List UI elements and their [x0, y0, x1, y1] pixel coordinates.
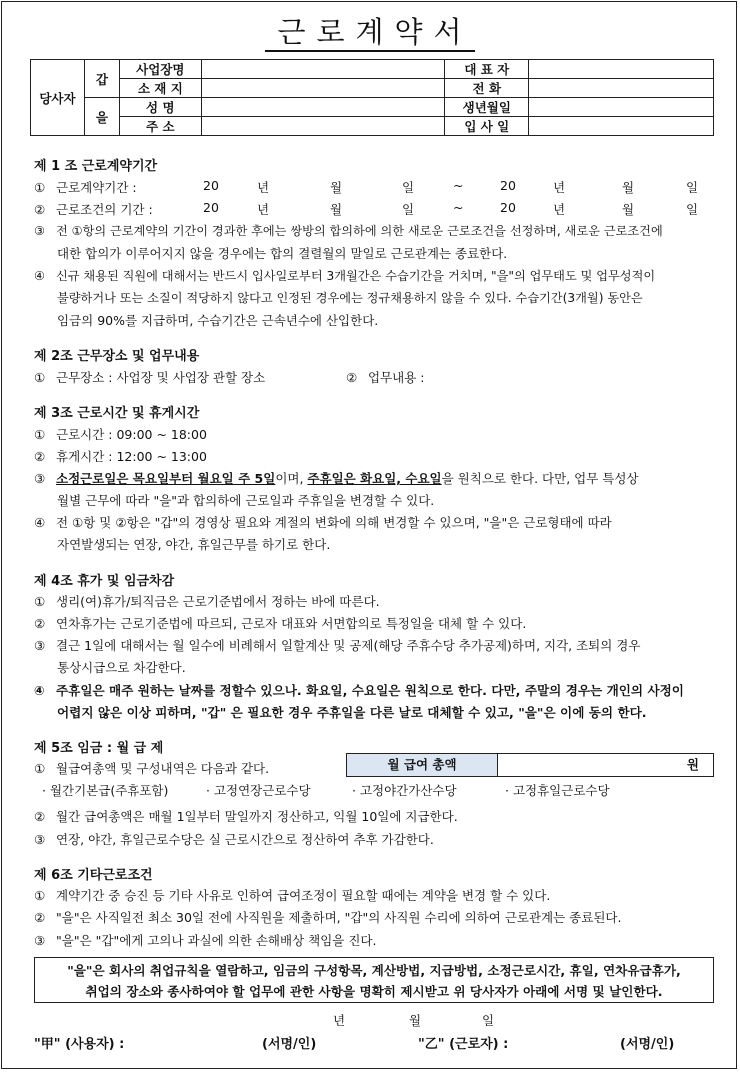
s4-item-3: ③ 결근 1일에 대해서는 월 일수에 비례해서 일할계산 및 공제(해당 주휴수당 추가공제)하며, 지각, 조퇴의 경우	[34, 638, 641, 653]
s6-item-2: ② "을"은 사직일전 최소 30일 전에 사직원을 제출하며, "갑"의 사직원 수리에 의하여 근로관계는 종료된다.	[34, 910, 622, 925]
section-4-title: 제 4조 휴가 및 임금차감	[34, 574, 175, 589]
s3-item-3: ③ 소정근로일은 목요일부터 월요일 주 5일이며, 주휴일은 화요일, 수요일을 원칙으로 한다. 다만, 업무 특성상	[34, 471, 639, 486]
name-field[interactable]	[201, 98, 445, 117]
s4-item-1: ① 생리(여)휴가/퇴직금은 근로기준법에서 정하는 바에 따른다.	[34, 594, 380, 609]
section-1-title: 제 1 조 근로계약기간	[34, 159, 158, 174]
s6-item-3: ③ "을"은 "갑"에게 고의나 과실에 의한 손해배상 책임을 진다.	[34, 933, 377, 948]
representative-field[interactable]	[529, 60, 714, 79]
s1-item-3: ③ 전 ①항의 근로계약의 기간이 경과한 후에는 쌍방의 합의하에 의한 새로운 근로조건을 선정하며, 새로운 근로조건에	[34, 224, 663, 238]
consent-notice-box	[34, 957, 714, 1003]
pay-component-night: · 고정야간가산수당	[352, 783, 457, 798]
phone-label: 전 화	[445, 79, 529, 98]
document-title: 근로계약서	[0, 10, 740, 51]
join-date-label: 입 사 일	[445, 117, 529, 136]
section-6-title: 제 6조 기타근로조건	[34, 868, 153, 883]
parties-table	[30, 59, 714, 136]
employee-signature-field[interactable]: (서명/인)	[620, 1037, 675, 1052]
business-name-label: 사업장명	[119, 60, 201, 79]
section-5-title: 제 5조 임금 : 월 급 제	[34, 741, 164, 756]
s5-item-2: ② 월간 급여총액은 매월 1일부터 말일까지 정산하고, 익월 10일에 지급한다.	[34, 809, 458, 824]
s1-item-4: ④ 신규 채용된 직원에 대해서는 반드시 입사일로부터 3개월간은 수습기간을 거치며, "을"의 업무태도 및 업무성적이	[34, 269, 656, 283]
pay-component-holiday: · 고정휴일근로수당	[505, 783, 610, 798]
s1-item-2: ② 근로조건의 기간 :	[34, 202, 153, 217]
s2-item-1: ① 근무장소 : 사업장 및 사업장 관할 장소	[34, 370, 266, 385]
address-field[interactable]	[201, 117, 445, 136]
birthdate-field[interactable]	[529, 98, 714, 117]
pay-component-overtime: · 고정연장근로수당	[206, 783, 311, 798]
monthly-pay-total-label: 월 급여 총액	[347, 754, 498, 776]
section-3-title: 제 3조 근로시간 및 휴게시간	[34, 406, 200, 421]
business-name-field[interactable]	[201, 60, 445, 79]
party-eul-label: 을	[84, 98, 119, 136]
address-label: 주 소	[119, 117, 201, 136]
s4-item-3-cont: 통상시급으로 차감한다.	[57, 660, 186, 675]
employer-label: "甲" (사용자) :	[34, 1037, 125, 1052]
employee-label: "乙" (근로자) :	[418, 1037, 509, 1052]
s1-item-3-cont: 대한 합의가 이루어지지 않을 경우에는 합의 결렬월의 말일로 근로관계는 종료한다.	[57, 246, 508, 261]
pay-component-base: · 월간기본급(주휴포함)	[42, 783, 169, 798]
s3-item-1: ① 근로시간 : 09:00 ~ 18:00	[34, 427, 207, 442]
parties-label: 당사자	[31, 60, 85, 136]
s1-item-4-cont-1: 불량하거나 또는 소질이 적당하지 않다고 인정된 경우에는 정규채용하지 않을 수 있다. 수습기간(3개월) 동안은	[57, 291, 643, 305]
location-field[interactable]	[201, 79, 445, 98]
s5-item-1: ① 월급여총액 및 구성내역은 다음과 같다.	[34, 761, 270, 776]
monthly-pay-total-box	[346, 753, 714, 777]
s3-item-4-cont: 자연발생되는 연장, 야간, 휴일근무를 하기로 한다.	[57, 537, 331, 552]
section-2-title: 제 2조 근무장소 및 업무내용	[34, 349, 200, 364]
s3-item-4: ④ 전 ①항 및 ②항은 "갑"의 경영상 필요와 계절의 변화에 의해 변경할 수 있으며, "을"은 근로형태에 따라	[34, 515, 612, 530]
representative-label: 대 표 자	[445, 60, 529, 79]
s1-item-1: ① 근로계약기간 :	[34, 180, 137, 195]
s4-item-4-cont: 어렵지 않은 이상 피하며, "갑" 은 필요한 경우 주휴일을 다른 날로 대체할 수 있고, "을"은 이에 동의 한다.	[57, 705, 647, 720]
location-label: 소 재 지	[119, 79, 201, 98]
s3-item-3-cont: 월별 근무에 따라 "을"과 합의하에 근로일과 주휴일을 변경할 수 있다.	[57, 493, 435, 508]
name-label: 성 명	[119, 98, 201, 117]
s2-item-2: ② 업무내용 :	[346, 370, 425, 385]
monthly-pay-total-field[interactable]: 원	[686, 757, 699, 772]
s1-item-4-cont-2: 임금의 90%를 지급하며, 수습기간은 근속년수에 산입한다.	[57, 313, 379, 328]
s3-item-2: ② 휴게시간 : 12:00 ~ 13:00	[34, 449, 207, 464]
employer-signature-field[interactable]: (서명/인)	[262, 1037, 317, 1052]
birthdate-label: 생년월일	[445, 98, 529, 117]
phone-field[interactable]	[529, 79, 714, 98]
consent-notice-line-1: "을"은 회사의 취업규칙을 열람하고, 임금의 구성항목, 계산방법, 지급방법, 소정근로시간, 휴일, 연차유급휴가,	[67, 963, 681, 978]
s4-item-4: ④ 주휴일은 매주 원하는 날짜를 정할수 있으나. 화요일, 수요일은 원칙으로 한다. 다만, 주말의 경우는 개인의 사정이	[34, 683, 684, 698]
s5-item-3: ③ 연장, 야간, 휴일근로수당은 실 근로시간으로 정산하여 추후 가감한다.	[34, 832, 434, 847]
join-date-field[interactable]	[529, 117, 714, 136]
s4-item-2: ② 연차휴가는 근로기준법에 따르되, 근로자 대표와 서면합의로 특정일을 대체 할 수 있다.	[34, 616, 527, 631]
party-gap-label: 갑	[84, 60, 119, 98]
s6-item-1: ① 계약기간 중 승진 등 기타 사유로 인하여 급여조정이 필요할 때에는 계약을 변경 할 수 있다.	[34, 888, 551, 903]
consent-notice-line-2: 취업의 장소와 종사하여야 할 업무에 관한 사항을 명확히 제시받고 위 당사자가 아래에 서명 및 날인한다.	[85, 984, 663, 999]
